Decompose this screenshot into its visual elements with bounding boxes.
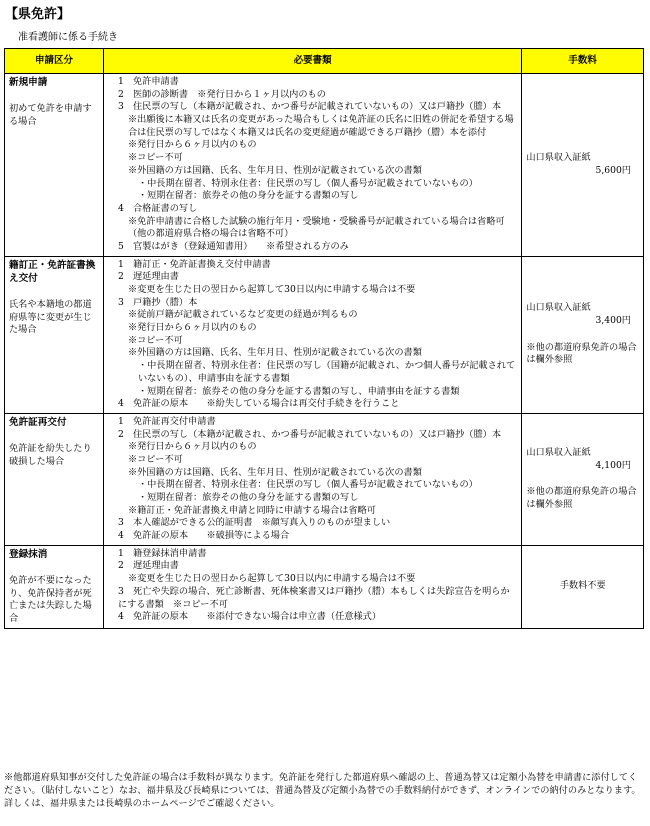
footnote: ※他都道府県知事が交付した免許証の場合は手数料が異なります。免許証を発行した都道府県へ確認の上、普通為替又は定額小為替を申請書に添付してください。（貼付しないこと）なお、福井県及び長崎県については、普通為替及び定額小為替での手数料納付ができず、オンラインでの納付のみとなります。詳しくは、福井県または長崎県のホームページでご確認ください。 xyxy=(4,772,641,809)
document-line: ※変更を生じた日の翌日から起算して30日以内に申請する場合は不要 xyxy=(127,573,416,585)
document-line: 4 合格証書の写し xyxy=(117,202,198,214)
table-row xyxy=(5,74,644,257)
fee-label: 山口県収入証紙 xyxy=(526,446,591,458)
documents-cell xyxy=(103,413,521,545)
document-line: ※出願後に本籍又は氏名の変更があった場合もしくは免許証の氏名に旧姓の併記を希望する場合は住民票の写しではなく本籍又は氏名の変更経過が確認できる戸籍抄（謄）本を添付 xyxy=(127,114,514,138)
document-line: 2 遅延理由書 xyxy=(117,560,179,572)
document-line: ※コピー不可 xyxy=(127,152,183,164)
document-line: ・短期在留者：旅券その他の身分を証する書類の写し、申請事由を証する書類 xyxy=(137,385,460,397)
category-title: 新規申請 xyxy=(9,77,48,88)
document-line: ※外国籍の方は国籍、氏名、生年月日、性別が記載されている次の書類 xyxy=(127,466,422,478)
table-row xyxy=(5,413,644,545)
document-line: ・中長期在留者、特別永住者：住民票の写し（国籍が記載され、かつ個人番号が記載されていないもの）、申請事由を証する書類 xyxy=(137,360,516,384)
document-line: 2 住民票の写し（本籍が記載され、かつ番号が記載されていないもの）又は戸籍抄（謄）本 xyxy=(117,428,502,440)
header-fee: 手数料 xyxy=(522,49,644,74)
fee-cell xyxy=(522,413,644,545)
procedure-table xyxy=(4,48,644,629)
documents-cell xyxy=(103,545,521,628)
category-description: 免許証を紛失したり破損した場合 xyxy=(9,443,92,467)
category-title: 免許証再交付 xyxy=(9,416,67,428)
fee-label: 山口県収入証紙 xyxy=(526,302,591,314)
section-subheading: 准看護師に係る手続き xyxy=(18,32,118,43)
table-body xyxy=(5,74,644,629)
category-cell xyxy=(5,74,104,257)
document-line: ※発行日から６ヶ月以内のもの xyxy=(127,322,257,334)
table-header-row xyxy=(5,49,644,74)
fee-amount: 5,600円 xyxy=(595,164,631,176)
document-line: 1 免許申請書 xyxy=(117,76,179,87)
document-line: 4 免許証の原本 ※破損等による場合 xyxy=(117,530,290,542)
fee-amount: 4,100円 xyxy=(595,459,631,471)
document-line: 1 籍訂正・免許証書換え交付申請書 xyxy=(117,258,271,270)
category-cell xyxy=(5,413,104,545)
document-line: 5 官製はがき（登録通知書用） ※希望される方のみ xyxy=(117,240,349,252)
fee-amount: 3,400円 xyxy=(595,315,631,327)
document-line: ・短期在留者：旅券その他の身分を証する書類の写し xyxy=(137,492,359,503)
section-heading: 【県免許】 xyxy=(5,7,71,22)
document-line: ※免許申請書に合格した試験の施行年月・受験地・受験番号が記載されている場合は省略可（他の都道府県合格の場合は省略不可） xyxy=(127,215,505,240)
category-cell xyxy=(5,545,104,628)
document-line: ※変更を生じた日の翌日から起算して30日以内に申請する場合は不要 xyxy=(127,284,416,295)
header-category: 申請区分 xyxy=(5,49,104,74)
document-line: ・短期在留者：旅券その他の身分を証する書類の写し xyxy=(137,190,359,202)
fee-label: 山口県収入証紙 xyxy=(526,152,591,164)
document-line: 3 本人確認ができる公的証明書 ※顔写真入りのものが望ましい xyxy=(117,517,391,529)
fee-cell xyxy=(522,74,644,257)
documents-cell xyxy=(103,74,521,257)
document-line: ※コピー不可 xyxy=(127,334,183,346)
document-line: 1 籍登録抹消申請書 xyxy=(117,547,207,559)
category-title: 籍訂正・免許証書換え交付 xyxy=(9,259,96,284)
document-line: 3 死亡や失踪の場合、死亡診断書、死体検案書又は戸籍抄（謄）本もしくは失踪宣告を明らかにする書類 ※コピー不可 xyxy=(117,585,510,610)
document-line: 1 免許証再交付申請書 xyxy=(117,415,216,427)
fee-note: ※他の都道府県免許の場合は欄外参照 xyxy=(526,486,637,510)
category-cell xyxy=(5,256,104,413)
category-description: 氏名や本籍地の都道府県等に変更が生じた場合 xyxy=(9,299,92,336)
document-line: 2 医師の診断書 ※発行日から１ヶ月以内のもの xyxy=(117,88,326,100)
category-description: 初めて免許を申請する場合 xyxy=(9,103,92,127)
category-description: 免許が不要になったり、免許保持者が死亡または失踪した場合 xyxy=(9,574,92,625)
document-line: 3 戸籍抄（謄）本 xyxy=(117,296,198,308)
documents-cell xyxy=(103,256,521,413)
document-line: ※発行日から６ヶ月以内のもの xyxy=(127,139,257,151)
fee-note: ※他の都道府県免許の場合は欄外参照 xyxy=(526,341,637,366)
document-line: ※籍訂正・免許証書換え申請と同時に申請する場合は省略可 xyxy=(127,504,376,516)
document-line: ※外国籍の方は国籍、氏名、生年月日、性別が記載されている次の書類 xyxy=(127,347,422,359)
fee-cell xyxy=(522,256,644,413)
document-line: ※発行日から６ヶ月以内のもの xyxy=(127,441,257,453)
document-line: 4 免許証の原本 ※紛失している場合は再交付手続きを行うこと xyxy=(117,398,400,410)
document-line: ※コピー不可 xyxy=(127,453,183,465)
header-documents: 必要書類 xyxy=(103,49,521,74)
document-line: ※従前戸籍が記載されているなど変更の経過が判るもの xyxy=(127,309,358,321)
fee-none-label: 手数料不要 xyxy=(559,580,606,592)
document-line: 3 住民票の写し（本籍が記載され、かつ番号が記載されていないもの）又は戸籍抄（謄）本 xyxy=(117,101,502,113)
document-line: 4 免許証の原本 ※添付できない場合は申立書（任意様式） xyxy=(117,611,382,623)
document-line: ※外国籍の方は国籍、氏名、生年月日、性別が記載されている次の書類 xyxy=(127,164,422,176)
document-line: 2 遅延理由書 xyxy=(117,271,179,283)
document-line: ・中長期在留者、特別永住者：住民票の写し（個人番号が記載されていないもの） xyxy=(137,177,478,189)
document-line: ・中長期在留者、特別永住者：住民票の写し（個人番号が記載されていないもの） xyxy=(137,479,478,491)
table-row xyxy=(5,545,644,628)
category-title: 登録抹消 xyxy=(9,548,48,560)
table-row xyxy=(5,256,644,413)
fee-cell xyxy=(522,545,644,628)
